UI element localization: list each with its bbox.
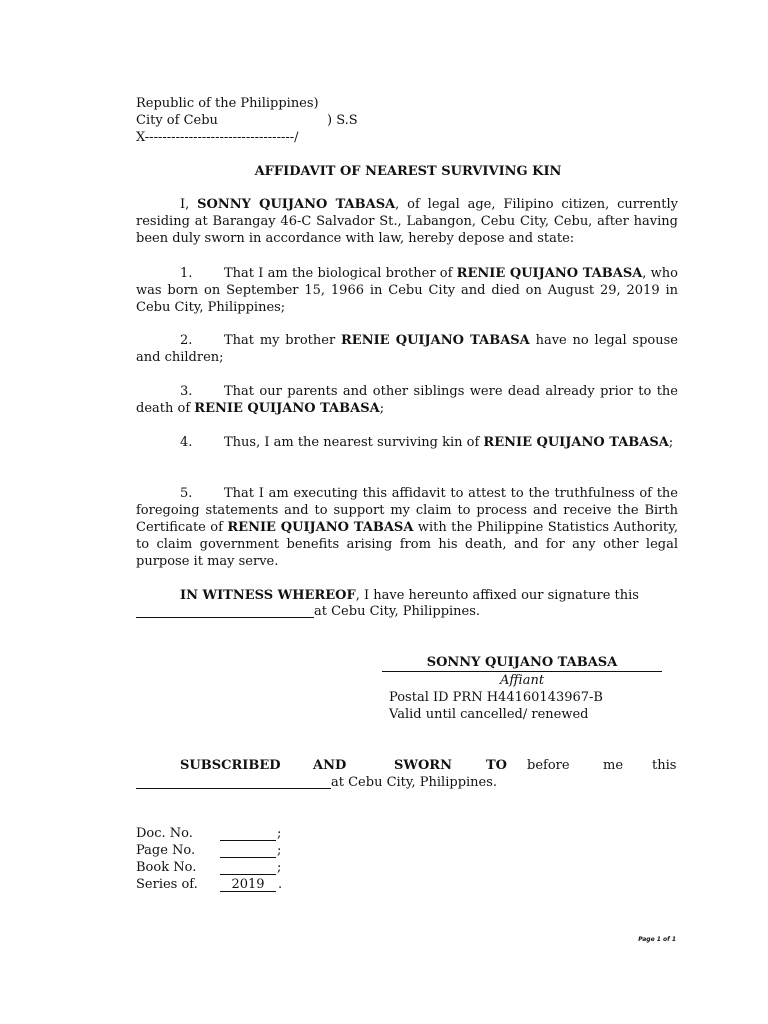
series-period: . bbox=[278, 877, 283, 892]
deceased-name: RENIE QUIJANO TABASA bbox=[483, 435, 669, 450]
header-city: City of Cebu bbox=[136, 113, 218, 128]
affiant-id: Postal ID PRN H44160143967-B bbox=[389, 690, 603, 705]
page-no-blank bbox=[220, 857, 276, 858]
item-text: Thus, I am the nearest surviving kin of bbox=[224, 435, 484, 450]
intro-text-1: I, bbox=[180, 197, 198, 212]
sworn-word: SWORN bbox=[394, 758, 452, 773]
header-separator: X----------------------------------/ bbox=[136, 130, 299, 145]
item-text: have no legal spouse and children; bbox=[136, 333, 678, 365]
header-republic: Republic of the Philippines) bbox=[136, 96, 319, 111]
header-ss: ) S.S bbox=[327, 113, 358, 128]
item-text: , who was born on September 15, 1966 in Cebu City and died on August 29, 2019 in Cebu City, Philippines; bbox=[136, 266, 678, 315]
item-text: That I am executing this affidavit to attest to the truthfulness of the foregoing statements and to support my claim to process and receive the Birth Certificate of bbox=[136, 486, 678, 535]
item-text: That my brother bbox=[224, 333, 341, 348]
intro-text-2: , of legal age, Filipino citizen, currently residing at Barangay 46-C Salvador St., Labangon, Cebu City, Cebu, after having been duly sworn in accordance with law, hereby depose and state: bbox=[136, 197, 678, 246]
item-text: ; bbox=[379, 401, 385, 416]
deceased-name: RENIE QUIJANO TABASA bbox=[227, 520, 414, 535]
affiant-role: Affiant bbox=[499, 673, 545, 688]
subscribed-place: at Cebu City, Philippines. bbox=[331, 775, 498, 790]
affiant-id-validity: Valid until cancelled/ renewed bbox=[389, 707, 589, 722]
page-number: Page 1 of 1 bbox=[638, 936, 676, 943]
deceased-name: RENIE QUIJANO TABASA bbox=[456, 266, 643, 281]
book-no-semicolon: ; bbox=[277, 860, 282, 875]
this-word: this bbox=[652, 758, 677, 773]
me-word: me bbox=[603, 758, 624, 773]
affiant-name-inline: SONNY QUIJANO TABASA bbox=[197, 197, 396, 212]
item-text: That our parents and other siblings were dead already prior to the death of bbox=[136, 384, 678, 416]
item-5 bbox=[136, 485, 678, 570]
doc-no-semicolon: ; bbox=[277, 826, 282, 841]
book-no-label: Book No. bbox=[136, 860, 197, 875]
intro-paragraph bbox=[136, 196, 678, 247]
series-label: Series of. bbox=[136, 877, 198, 892]
item-2 bbox=[136, 332, 678, 366]
series-value: 2019 bbox=[231, 877, 265, 892]
document-title: AFFIDAVIT OF NEAREST SURVIVING KIN bbox=[254, 164, 562, 179]
affiant-name: SONNY QUIJANO TABASA bbox=[426, 655, 618, 670]
item-3 bbox=[136, 383, 678, 417]
item-text: with the Philippine Statistics Authority, to claim government benefits arising from his death, and for any other legal purpose it may serve. bbox=[136, 520, 679, 569]
before-word: before bbox=[527, 758, 570, 773]
to-word: TO bbox=[486, 758, 507, 773]
item-1 bbox=[136, 265, 678, 316]
page-no-semicolon: ; bbox=[277, 843, 282, 858]
witness-place: at Cebu City, Philippines. bbox=[314, 604, 481, 619]
deceased-name: RENIE QUIJANO TABASA bbox=[340, 333, 530, 348]
date-blank-line bbox=[136, 788, 331, 789]
date-blank-line bbox=[136, 617, 314, 618]
series-blank bbox=[220, 891, 276, 892]
item-number: 5. bbox=[180, 486, 193, 501]
item-number: 3. bbox=[180, 384, 193, 399]
item-number: 2. bbox=[180, 333, 193, 348]
and-word: AND bbox=[313, 758, 347, 773]
item-4 bbox=[136, 434, 678, 451]
subscribed-word: SUBSCRIBED bbox=[180, 758, 281, 773]
doc-no-blank bbox=[220, 840, 276, 841]
item-number: 1. bbox=[180, 266, 193, 281]
witness-clause bbox=[136, 587, 678, 604]
page-no-label: Page No. bbox=[136, 843, 196, 858]
doc-no-label: Doc. No. bbox=[136, 826, 193, 841]
witness-heading: IN WITNESS WHEREOF bbox=[180, 588, 356, 603]
witness-text: , I have hereunto affixed our signature this bbox=[355, 588, 639, 603]
deceased-name: RENIE QUIJANO TABASA bbox=[194, 401, 380, 416]
item-text: That I am the biological brother of bbox=[224, 266, 457, 281]
item-text: ; bbox=[668, 435, 674, 450]
item-number: 4. bbox=[180, 435, 193, 450]
book-no-blank bbox=[220, 874, 276, 875]
